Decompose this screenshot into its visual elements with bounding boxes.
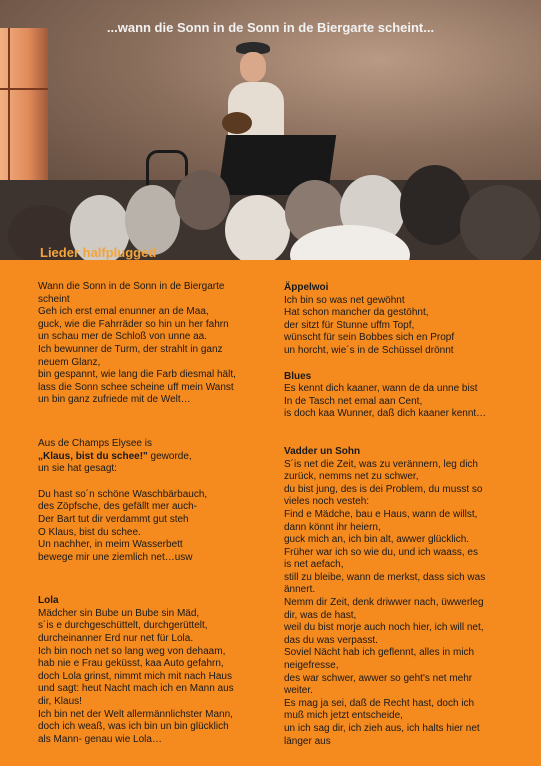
song-title-lola: Lola [38, 595, 59, 607]
song-title-blues: Blues [284, 370, 312, 382]
page-title: ...wann die Sonn in de Sonn in de Biergarte scheint... [106, 20, 435, 35]
lyrics-block: Du hast so´n schöne Waschbärbauch, des Zöpfsche, des gefällt mer auch- Der Bart tut dir verdammt gut steh O Klaus, bist du schee. Un nachher, in meim Wasserbett bewege mir une ziemlich net…usw [38, 488, 208, 563]
lyrics-intro: Aus de Champs Elysee is „Klaus, bist du schee!" geworde, un sie hat gesagt: [38, 437, 192, 475]
right-column [284, 282, 524, 748]
lyrics-quote: „Klaus, bist du schee!" [38, 450, 148, 462]
concert-photo [0, 0, 541, 260]
section-subtitle: Lieder halfplugged [40, 245, 157, 260]
audience-head [460, 185, 540, 260]
left-column [38, 281, 278, 746]
lyrics-block: Mädcher sin Bube un Bube sin Mäd, s´is e durchgeschüttelt, durchgerüttelt, durcheinanner Erd nur net für Lola. Ich bin noch net so lang weg von dehaam, hab nie e Frau geküsst, kaa Auto gefahrn, doch Lola grinst, nimmt mich mit nach Haus und sagt: heut Nacht mach ich en Mann aus dir, Klaus! Ich bin net der Welt allermännlichster Mann, doch ich weaß, was ich bin un bin glücklich als Mann- genau wie Lola… [38, 607, 234, 745]
photo-window [0, 28, 48, 188]
audience-head [400, 165, 470, 245]
lyrics-block: Es kennt dich kaaner, wann de da unne bist In de Tasch net emal aan Cent, is doch kaa Wunner, daß dich kaaner kennt… [284, 383, 487, 420]
song-title-appelwoi: Äppelwoi [284, 282, 329, 293]
audience-head [225, 195, 290, 260]
guitar [222, 112, 252, 134]
lyrics-block: Ich bin so was net gewöhnt Hat schon mancher da gestöhnt, der sitzt für Stunne uffm Topf, wünscht für sein Bobbes sich en Propf un horcht, wie´s in de Schüssel drönnt [284, 294, 455, 356]
audience-head [175, 170, 230, 230]
lyrics-block: Wann die Sonn in de Sonn in de Biergarte scheint Geh ich erst emal enunner an de Maa, guck, wie die Fahrräder so hin un her fahrn un schau mer de Schloß von unne aa. Ich bewunner de Turm, der strahlt in ganz neuem Glanz, bin gespannt, wie lang die Farb diesmal hält, lass die Sonn schee scheine uff mein Wanst un bin ganz zufriede mit de Welt… [38, 281, 236, 406]
lyrics-block: S´is net die Zeit, was zu verännern, leg dich zurück, nemms net zu schwer, du bist jung, des is dei Problem, du musst so vieles noch vesteh: Find e Mädche, bau e Haus, wann de willst, dann könnt ihr heiern, guck mich an, ich bin alt, awwer glücklich. Früher war ich so wie du, und ich waass, es is net aefach, still zu bleibe, wann de merkst, dass sich was ännert. Nemm dir Zeit, denk driwwer nach, üwwerleg dir, was de hast, weil du bist morje auch noch hier, ich will net, das du was verpasst. Soviel Nächt hab ich geflennt, alles in mich neigefresse, des war schwer, awwer so geht's net mehr weiter. Es mag ja sei, daß de Recht hast, doch ich muß mich jetzt entscheide, un ich sag dir, ich zieh aus, ich halts hier net länger aus [284, 458, 486, 747]
song-title-vadder-un-sohn: Vadder un Sohn [284, 445, 361, 457]
